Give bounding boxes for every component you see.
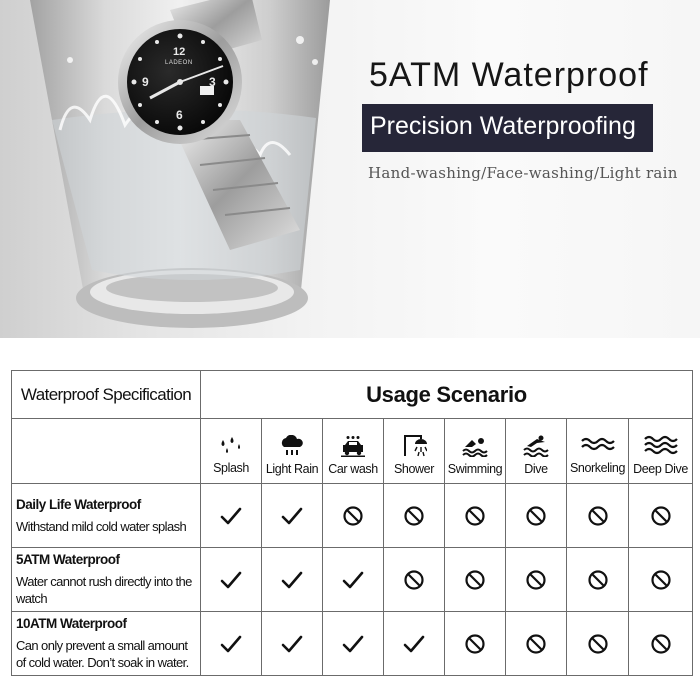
empty-cell — [12, 419, 201, 484]
banner-text: Precision Waterproofing — [370, 112, 636, 140]
prohibited-icon — [650, 505, 672, 527]
check-icon — [220, 569, 242, 591]
mark-cell — [262, 484, 323, 548]
mark-cell — [629, 548, 693, 612]
prohibited-icon — [650, 569, 672, 591]
scenario-label: Swimming — [447, 461, 503, 476]
dial-numeral-3: 3 — [209, 75, 216, 89]
mark-cell — [262, 548, 323, 612]
swimmer-icon — [462, 435, 488, 457]
prohibited-icon — [650, 633, 672, 655]
hero-heading: 5ATM Waterproof — [369, 56, 649, 94]
header-usage-scenario: Usage Scenario — [201, 371, 693, 419]
scenario-label: Shower — [394, 461, 434, 476]
mark-cell — [201, 484, 262, 548]
dial-numeral-9: 9 — [142, 75, 149, 89]
check-icon — [281, 633, 303, 655]
scenario-light-rain — [262, 419, 323, 484]
check-icon — [220, 633, 242, 655]
watch-brand-text: LADEON — [165, 60, 193, 66]
spec-row-5atm — [12, 548, 693, 612]
prohibited-icon — [403, 569, 425, 591]
spec-description: Water cannot rush directly into the watch — [16, 574, 192, 606]
header-waterproof-specification: Waterproof Specification — [12, 371, 201, 419]
dial-numeral-6: 6 — [176, 108, 183, 122]
car-wash-icon — [340, 435, 366, 457]
scenario-car-wash — [323, 419, 384, 484]
check-icon — [281, 505, 303, 527]
scenario-label: Car wash — [328, 461, 378, 476]
prohibited-icon — [587, 633, 609, 655]
prohibited-icon — [464, 633, 486, 655]
scenario-label: Dive — [524, 461, 548, 476]
scenario-dive — [506, 419, 567, 484]
mark-cell — [445, 548, 506, 612]
scenario-label: Light Rain — [265, 461, 319, 476]
spec-row-daily-life — [12, 484, 693, 548]
mark-cell — [567, 548, 629, 612]
mark-cell — [384, 612, 445, 676]
waterproof-spec-table — [11, 370, 693, 676]
prohibited-icon — [587, 569, 609, 591]
mark-cell — [323, 548, 384, 612]
scenario-icon-row — [12, 419, 693, 484]
mark-cell — [506, 612, 567, 676]
dial-numeral-12: 12 — [173, 46, 186, 58]
prohibited-icon — [464, 569, 486, 591]
mark-cell — [384, 484, 445, 548]
hero-banner-section — [0, 0, 700, 338]
scenario-splash — [201, 419, 262, 484]
scenario-swimming — [445, 419, 506, 484]
scenario-deep-dive — [629, 419, 693, 484]
rain-cloud-icon — [279, 435, 305, 457]
spec-description: Can only prevent a small amount of cold water. Don’t soak in water. — [16, 638, 189, 670]
deep-waves-icon — [644, 435, 678, 457]
diver-icon — [523, 435, 549, 457]
hero-caption: Hand-washing/Face-washing/Light rain — [368, 164, 678, 182]
mark-cell — [323, 484, 384, 548]
spec-title: Daily Life Waterproof — [16, 496, 141, 512]
spec-description: Withstand mild cold water splash — [16, 518, 187, 534]
mark-cell — [567, 484, 629, 548]
mark-cell — [567, 612, 629, 676]
waves-icon — [581, 436, 615, 456]
mark-cell — [629, 484, 693, 548]
splash-icon — [218, 436, 244, 456]
check-icon — [403, 633, 425, 655]
mark-cell — [506, 548, 567, 612]
scenario-shower — [384, 419, 445, 484]
scenario-snorkeling — [567, 419, 629, 484]
prohibited-icon — [525, 633, 547, 655]
spec-cell — [12, 612, 201, 676]
precision-waterproofing-banner — [362, 104, 653, 152]
check-icon — [220, 505, 242, 527]
prohibited-icon — [587, 505, 609, 527]
scenario-label: Splash — [213, 460, 249, 475]
spec-cell — [12, 484, 201, 548]
prohibited-icon — [525, 505, 547, 527]
spec-cell — [12, 548, 201, 612]
mark-cell — [445, 612, 506, 676]
mark-cell — [629, 612, 693, 676]
scenario-label: Deep Dive — [633, 461, 688, 476]
check-icon — [342, 633, 364, 655]
spec-row-10atm — [12, 612, 693, 676]
prohibited-icon — [525, 569, 547, 591]
spec-title: 10ATM Waterproof — [16, 616, 127, 631]
mark-cell — [201, 548, 262, 612]
mark-cell — [201, 612, 262, 676]
check-icon — [342, 569, 364, 591]
scenario-label: Snorkeling — [569, 460, 626, 475]
mark-cell — [262, 612, 323, 676]
prohibited-icon — [464, 505, 486, 527]
prohibited-icon — [403, 505, 425, 527]
prohibited-icon — [342, 505, 364, 527]
mark-cell — [384, 548, 445, 612]
check-icon — [281, 569, 303, 591]
mark-cell — [323, 612, 384, 676]
spec-title: 5ATM Waterproof — [16, 552, 120, 567]
mark-cell — [506, 484, 567, 548]
mark-cell — [445, 484, 506, 548]
shower-icon — [401, 435, 427, 457]
